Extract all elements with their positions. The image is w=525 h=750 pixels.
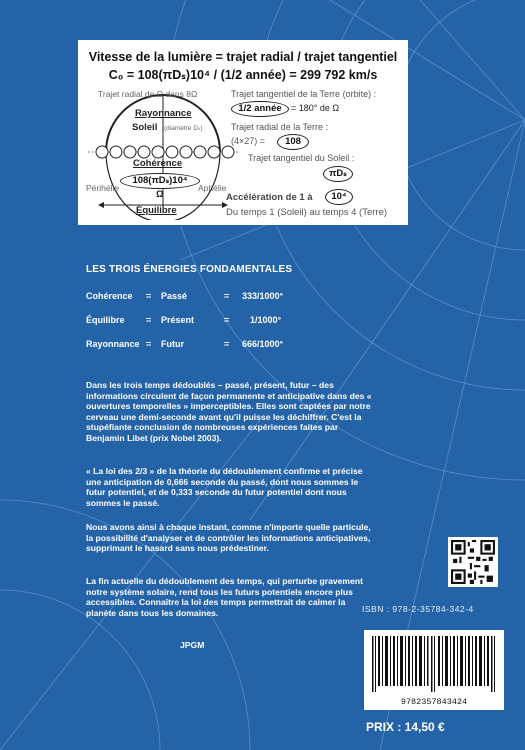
- energy-name: Équilibre: [86, 315, 125, 325]
- pi-ds-oval: πDₛ: [323, 166, 353, 182]
- barcode-bars: [372, 636, 496, 692]
- isbn-number: ISBN : 978-2-35784-342-4: [362, 604, 474, 614]
- energy-value: 666/1000°: [242, 339, 284, 349]
- energy-name: Cohérence: [86, 291, 133, 301]
- aphelie-label: Aphélie: [198, 183, 227, 193]
- soleil-label: Soleil: [132, 122, 158, 133]
- energy-eq: =: [146, 291, 152, 301]
- barcode: [364, 630, 504, 710]
- radial-earth-caption: Trajet radial de la Terre :: [231, 122, 329, 132]
- paragraph-loi-2-3: « La loi des 2/3 » de la théorie du dédoublement confirme et précise une anticipation de 0,666 seconde du passé, dont nous sommes le futur potentiel, et de 0,333 seconde du futur potentiel dont nous sommes le passé.: [86, 466, 363, 508]
- barcode-digits: 9782357843424: [400, 697, 468, 707]
- coherence-label: Cohérence: [133, 158, 183, 169]
- energy-eq2: =: [224, 291, 230, 301]
- price: PRIX : 14,50 €: [366, 720, 445, 734]
- half-year-suffix: = 180° de Ω: [291, 103, 340, 113]
- time-span-caption: Du temps 1 (Soleil) au temps 4 (Terre): [226, 207, 388, 218]
- half-year-oval: 1/2 année: [231, 101, 289, 117]
- energy-eq2: =: [224, 315, 230, 325]
- energy-value: 333/1000°: [242, 291, 284, 301]
- rayonnance-label: Rayonnance: [135, 108, 192, 119]
- energy-tense: Présent: [161, 315, 195, 325]
- paragraph-fin-dedoublement: La fin actuelle du dédoublement des temps, qui perturbe gravement notre système solaire, rend tous les futurs potentiels encore plus accessibles. Connaître la loi des temps permettrait de calmer la planète dans tous les domaines.: [86, 576, 363, 618]
- perihelie-label: Périhélie: [86, 183, 120, 193]
- radial-caption: Trajet radial de Ω dans 8Ω: [98, 89, 198, 99]
- soleil-note: (diamètre Dₛ): [164, 125, 203, 132]
- omega-label: Ω: [156, 189, 164, 200]
- signature: JPGM: [180, 640, 205, 650]
- equilibre-label: Équilibre: [136, 205, 177, 216]
- diagram-panel: [78, 40, 408, 225]
- energy-tense: Passé: [161, 291, 188, 301]
- formula-oval: 108(πDₛ)10⁴: [120, 173, 200, 189]
- paragraph-particule: Nous avons ainsi à chaque instant, comme n'importe quelle particule, la possibilité d'analyser et de contrôler les informations anticipatives, supprimant le hasard sans nous prédestiner.: [86, 522, 371, 554]
- qr-code: [448, 537, 498, 587]
- acceleration-caption: Accélération de 1 à: [226, 192, 313, 203]
- radial-calc: (4×27) =: [231, 136, 266, 146]
- accel-value-oval: 10⁴: [325, 189, 353, 205]
- energy-name: Rayonnance: [86, 339, 140, 349]
- paragraph-libet: Dans les trois temps dédoublés – passé, présent, futur – des informations circulent de façon permanente et anticipative dans des « ouvertures temporelles » imperceptibles. Elles sont captées par notre cerveau une demi-seconde avant qu'il puisse les déchiffrer. C'est la stupéfiante conclusion de nombreuses expériences faites par Benjamin Libet (prix Nobel 2003).: [86, 380, 372, 443]
- section-title: LES TROIS ÉNERGIES FONDAMENTALES: [86, 264, 293, 275]
- radial-value-oval: 108: [277, 134, 309, 150]
- energy-eq: =: [146, 339, 152, 349]
- tangential-sun-caption: Trajet tangentiel du Soleil :: [248, 153, 355, 163]
- energy-tense: Futur: [161, 339, 184, 349]
- energy-eq: =: [146, 315, 152, 325]
- energy-eq2: =: [224, 339, 230, 349]
- figure-title: Vitesse de la lumière = trajet radial / trajet tangentiel: [88, 50, 398, 64]
- energy-value: 1/1000°: [250, 315, 282, 325]
- figure-formula-title: C₀ = 108(πDₛ)10⁴ / (1/2 année) = 299 792 km/s: [108, 68, 378, 82]
- tangential-earth-caption: Trajet tangentiel de la Terre (orbite) :: [231, 89, 377, 99]
